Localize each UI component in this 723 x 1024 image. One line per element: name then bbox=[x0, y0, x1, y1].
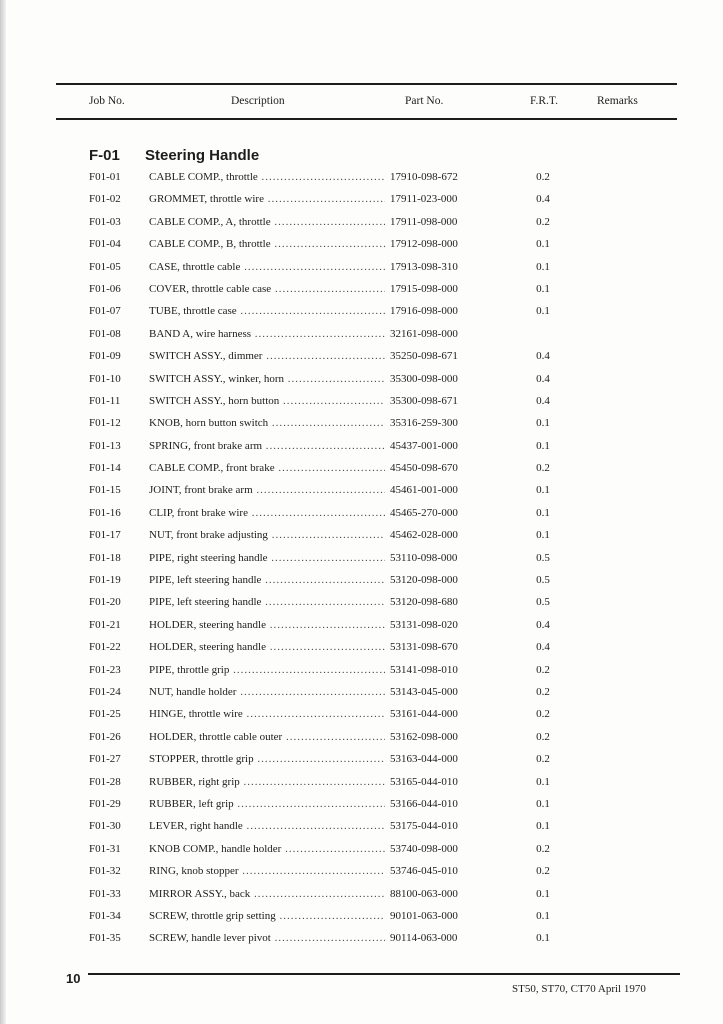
part-description: STOPPER, throttle grip ..... bbox=[149, 753, 385, 765]
part-number: 45462-028-000 bbox=[390, 529, 458, 542]
part-number: 17913-098-310 bbox=[390, 260, 458, 273]
part-description: SWITCH ASSY., dimmer ..... bbox=[149, 350, 385, 362]
table-row bbox=[0, 257, 723, 279]
part-description: CABLE COMP., A, throttle ..... bbox=[149, 216, 385, 228]
header-remarks: Remarks bbox=[597, 95, 638, 107]
job-number: F01-27 bbox=[89, 753, 121, 766]
part-description: HOLDER, steering handle ..... bbox=[149, 641, 385, 653]
table-row bbox=[0, 884, 723, 906]
part-number: 88100-063-000 bbox=[390, 887, 458, 900]
header-part-no: Part No. bbox=[405, 95, 444, 107]
part-number: 17911-098-000 bbox=[390, 215, 458, 228]
table-row bbox=[0, 637, 723, 659]
part-number: 53175-044-010 bbox=[390, 820, 458, 833]
table-row bbox=[0, 839, 723, 861]
job-number: F01-34 bbox=[89, 909, 121, 922]
parts-table bbox=[0, 167, 723, 951]
frt-value: 0.2 bbox=[536, 171, 550, 183]
frt-value: 0.2 bbox=[536, 215, 550, 228]
job-number: F01-06 bbox=[89, 282, 121, 295]
part-number: 17916-098-000 bbox=[390, 305, 458, 318]
job-number: F01-04 bbox=[89, 238, 121, 251]
frt-value: 0.5 bbox=[536, 574, 550, 587]
frt-value: 0.2 bbox=[536, 730, 550, 743]
job-number: F01-26 bbox=[89, 730, 121, 743]
table-row bbox=[0, 749, 723, 771]
frt-value: 0.1 bbox=[536, 282, 550, 295]
table-row bbox=[0, 369, 723, 391]
frt-value: 0.1 bbox=[536, 775, 550, 788]
part-number: 35300-098-000 bbox=[390, 372, 458, 385]
part-number: 45437-001-000 bbox=[390, 439, 458, 452]
part-description: COVER, throttle cable case ..... bbox=[149, 283, 385, 295]
part-description: TUBE, throttle case ..... bbox=[149, 305, 385, 317]
frt-value: 0.1 bbox=[536, 887, 550, 900]
part-description: GROMMET, throttle wire ..... bbox=[149, 193, 385, 205]
frt-value: 0.1 bbox=[536, 260, 550, 273]
part-number: 32161-098-000 bbox=[390, 327, 458, 340]
header-description: Description bbox=[231, 95, 285, 107]
part-number: 53141-098-010 bbox=[390, 663, 458, 676]
job-number: F01-23 bbox=[89, 663, 121, 676]
part-number: 53165-044-010 bbox=[390, 775, 458, 788]
part-number: 17915-098-000 bbox=[390, 282, 458, 295]
frt-value: 0.4 bbox=[536, 193, 550, 206]
part-number: 35300-098-671 bbox=[390, 394, 458, 407]
part-number: 90101-063-000 bbox=[390, 909, 458, 922]
frt-value: 0.2 bbox=[536, 462, 550, 475]
job-number: F01-22 bbox=[89, 641, 121, 654]
part-description: BAND A, wire harness ..... bbox=[149, 328, 385, 340]
part-description: LEVER, right handle ..... bbox=[149, 820, 385, 832]
page-number: 10 bbox=[66, 971, 81, 986]
section-title: Steering Handle bbox=[145, 146, 260, 164]
table-row bbox=[0, 458, 723, 480]
part-description: PIPE, right steering handle ..... bbox=[149, 552, 385, 564]
job-number: F01-28 bbox=[89, 775, 121, 788]
frt-value: 0.1 bbox=[536, 484, 550, 497]
job-number: F01-31 bbox=[89, 842, 121, 855]
part-number: 35250-098-671 bbox=[390, 350, 458, 363]
table-row bbox=[0, 167, 723, 189]
part-description: RUBBER, right grip ..... bbox=[149, 776, 385, 788]
frt-value: 0.4 bbox=[536, 372, 550, 385]
table-row bbox=[0, 861, 723, 883]
section-heading bbox=[89, 145, 259, 165]
table-row bbox=[0, 592, 723, 614]
part-number: 53120-098-000 bbox=[390, 574, 458, 587]
job-number: F01-02 bbox=[89, 193, 121, 206]
frt-value: 0.2 bbox=[536, 865, 550, 878]
job-number: F01-17 bbox=[89, 529, 121, 542]
frt-value: 0.2 bbox=[536, 842, 550, 855]
part-description: HINGE, throttle wire ..... bbox=[149, 708, 385, 720]
part-number: 53162-098-000 bbox=[390, 730, 458, 743]
part-number: 53161-044-000 bbox=[390, 708, 458, 721]
part-description: HOLDER, throttle cable outer ..... bbox=[149, 731, 385, 743]
frt-value: 0.1 bbox=[536, 238, 550, 251]
job-number: F01-05 bbox=[89, 260, 121, 273]
job-number: F01-07 bbox=[89, 305, 121, 318]
table-row bbox=[0, 548, 723, 570]
job-number: F01-32 bbox=[89, 865, 121, 878]
frt-value: 0.4 bbox=[536, 618, 550, 631]
part-description: PIPE, throttle grip ..... bbox=[149, 664, 385, 676]
job-number: F01-15 bbox=[89, 484, 121, 497]
table-row bbox=[0, 794, 723, 816]
table-row bbox=[0, 660, 723, 682]
part-number: 53131-098-020 bbox=[390, 618, 458, 631]
job-number: F01-29 bbox=[89, 797, 121, 810]
part-number: 53120-098-680 bbox=[390, 596, 458, 609]
table-row bbox=[0, 301, 723, 323]
table-row bbox=[0, 503, 723, 525]
job-number: F01-01 bbox=[89, 171, 121, 183]
table-row bbox=[0, 727, 723, 749]
job-number: F01-14 bbox=[89, 462, 121, 475]
part-number: 17910-098-672 bbox=[390, 171, 458, 183]
table-row bbox=[0, 212, 723, 234]
part-description: CABLE COMP., throttle ..... bbox=[149, 171, 385, 183]
part-number: 53110-098-000 bbox=[390, 551, 458, 564]
part-number: 90114-063-000 bbox=[390, 932, 458, 945]
table-row bbox=[0, 928, 723, 950]
frt-value: 0.1 bbox=[536, 506, 550, 519]
part-description: CASE, throttle cable ..... bbox=[149, 261, 385, 273]
frt-value: 0.2 bbox=[536, 685, 550, 698]
table-row bbox=[0, 615, 723, 637]
part-description: CLIP, front brake wire ..... bbox=[149, 507, 385, 519]
part-number: 53740-098-000 bbox=[390, 842, 458, 855]
part-number: 45461-001-000 bbox=[390, 484, 458, 497]
part-number: 53746-045-010 bbox=[390, 865, 458, 878]
part-number: 35316-259-300 bbox=[390, 417, 458, 430]
frt-value: 0.1 bbox=[536, 797, 550, 810]
frt-value: 0.4 bbox=[536, 350, 550, 363]
frt-value: 0.2 bbox=[536, 708, 550, 721]
part-number: 17911-023-000 bbox=[390, 193, 458, 206]
header-bottom-rule bbox=[56, 118, 677, 120]
part-description: JOINT, front brake arm ..... bbox=[149, 484, 385, 496]
job-number: F01-08 bbox=[89, 327, 121, 340]
section-code: F-01 bbox=[89, 146, 120, 164]
frt-value: 0.1 bbox=[536, 305, 550, 318]
part-number: 53163-044-000 bbox=[390, 753, 458, 766]
footer-model-date: ST50, ST70, CT70 April 1970 bbox=[512, 983, 646, 995]
frt-value: 0.5 bbox=[536, 596, 550, 609]
part-description: SCREW, handle lever pivot ..... bbox=[149, 932, 385, 944]
job-number: F01-33 bbox=[89, 887, 121, 900]
part-description: SWITCH ASSY., winker, horn ..... bbox=[149, 373, 385, 385]
job-number: F01-21 bbox=[89, 618, 121, 631]
job-number: F01-25 bbox=[89, 708, 121, 721]
part-description: RUBBER, left grip ..... bbox=[149, 798, 385, 810]
part-description: NUT, handle holder ..... bbox=[149, 686, 385, 698]
table-row bbox=[0, 525, 723, 547]
table-row bbox=[0, 816, 723, 838]
table-row bbox=[0, 436, 723, 458]
part-description: SCREW, throttle grip setting ..... bbox=[149, 910, 385, 922]
table-row bbox=[0, 772, 723, 794]
part-description: SPRING, front brake arm ..... bbox=[149, 440, 385, 452]
frt-value: 0.1 bbox=[536, 439, 550, 452]
job-number: F01-13 bbox=[89, 439, 121, 452]
job-number: F01-18 bbox=[89, 551, 121, 564]
job-number: F01-10 bbox=[89, 372, 121, 385]
part-description: PIPE, left steering handle ..... bbox=[149, 574, 385, 586]
part-description: SWITCH ASSY., horn button ..... bbox=[149, 395, 385, 407]
table-row bbox=[0, 324, 723, 346]
part-number: 45465-270-000 bbox=[390, 506, 458, 519]
part-description: MIRROR ASSY., back ..... bbox=[149, 888, 385, 900]
table-row bbox=[0, 570, 723, 592]
part-description: HOLDER, steering handle ..... bbox=[149, 619, 385, 631]
frt-value: 0.4 bbox=[536, 394, 550, 407]
part-description: NUT, front brake adjusting ..... bbox=[149, 529, 385, 541]
part-description: KNOB, horn button switch ..... bbox=[149, 417, 385, 429]
part-number: 53143-045-000 bbox=[390, 685, 458, 698]
part-number: 53166-044-010 bbox=[390, 797, 458, 810]
header-top-rule bbox=[56, 83, 677, 85]
frt-value: 0.1 bbox=[536, 909, 550, 922]
table-row bbox=[0, 279, 723, 301]
job-number: F01-16 bbox=[89, 506, 121, 519]
job-number: F01-19 bbox=[89, 574, 121, 587]
job-number: F01-30 bbox=[89, 820, 121, 833]
part-description: KNOB COMP., handle holder ..... bbox=[149, 843, 385, 855]
frt-value: 0.2 bbox=[536, 663, 550, 676]
table-row bbox=[0, 346, 723, 368]
job-number: F01-11 bbox=[89, 394, 121, 407]
job-number: F01-03 bbox=[89, 215, 121, 228]
frt-value: 0.1 bbox=[536, 529, 550, 542]
job-number: F01-20 bbox=[89, 596, 121, 609]
table-row bbox=[0, 682, 723, 704]
header-frt: F.R.T. bbox=[530, 95, 558, 107]
part-number: 45450-098-670 bbox=[390, 462, 458, 475]
part-description: CABLE COMP., B, throttle ..... bbox=[149, 238, 385, 250]
table-row bbox=[0, 906, 723, 928]
table-row bbox=[0, 480, 723, 502]
frt-value: 0.4 bbox=[536, 641, 550, 654]
header-job-no: Job No. bbox=[89, 95, 125, 107]
footer-rule bbox=[88, 973, 680, 975]
job-number: F01-09 bbox=[89, 350, 121, 363]
table-row bbox=[0, 704, 723, 726]
frt-value: 0.1 bbox=[536, 932, 550, 945]
part-description: CABLE COMP., front brake ..... bbox=[149, 462, 385, 474]
job-number: F01-24 bbox=[89, 685, 121, 698]
frt-value: 0.1 bbox=[536, 820, 550, 833]
table-row bbox=[0, 189, 723, 211]
table-row bbox=[0, 234, 723, 256]
job-number: F01-35 bbox=[89, 932, 121, 945]
frt-value: 0.2 bbox=[536, 753, 550, 766]
table-row bbox=[0, 391, 723, 413]
part-description: PIPE, left steering handle ..... bbox=[149, 596, 385, 608]
part-description: RING, knob stopper ..... bbox=[149, 865, 385, 877]
part-number: 17912-098-000 bbox=[390, 238, 458, 251]
job-number: F01-12 bbox=[89, 417, 121, 430]
part-number: 53131-098-670 bbox=[390, 641, 458, 654]
frt-value: 0.1 bbox=[536, 417, 550, 430]
frt-value: 0.5 bbox=[536, 551, 550, 564]
table-row bbox=[0, 413, 723, 435]
